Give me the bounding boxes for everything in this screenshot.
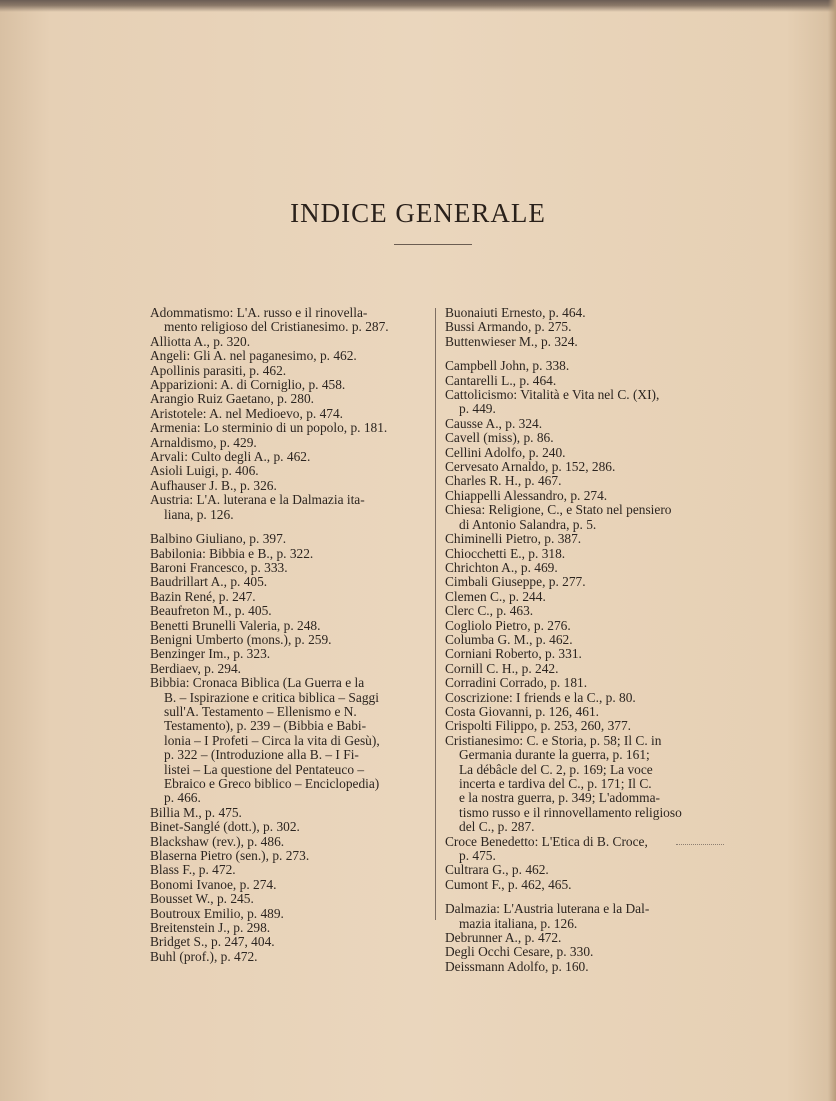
index-entry xyxy=(445,460,723,474)
index-entry-continuation: lonia – I Profeti – Circa la vita di Gesù), xyxy=(164,732,380,748)
index-entry-line: Blackshaw (rev.), p. 486. xyxy=(150,833,285,849)
index-entry xyxy=(445,902,723,931)
index-entry-line: Corniani Roberto, p. 331. xyxy=(445,646,582,662)
index-entry-line: Degli Occhi Cesare, p. 330. xyxy=(445,944,594,960)
index-entry xyxy=(445,960,723,974)
index-entry-line: Buonaiuti Ernesto, p. 464. xyxy=(445,305,586,320)
index-entry-line: Bussi Armando, p. 275. xyxy=(445,319,572,335)
index-column-left xyxy=(150,306,428,964)
index-entry-line: Arangio Ruiz Gaetano, p. 280. xyxy=(150,391,314,407)
index-entry-continuation: Testamento), p. 239 – (Bibbia e Babi- xyxy=(164,718,367,734)
index-entry-line: Coscrizione: I friends e la C., p. 80. xyxy=(445,689,636,705)
index-entry-line: Benigni Umberto (mons.), p. 259. xyxy=(150,631,332,647)
index-entry xyxy=(445,306,723,320)
index-entry-line: Chiappelli Alessandro, p. 274. xyxy=(445,487,608,503)
index-entry xyxy=(150,647,428,661)
index-entry xyxy=(150,349,428,363)
index-entry xyxy=(150,935,428,949)
index-entry xyxy=(150,421,428,435)
index-entry xyxy=(150,547,428,561)
index-entry-line: Buttenwieser M., p. 324. xyxy=(445,333,578,349)
index-entry xyxy=(445,590,723,604)
index-entry-continuation: e la nostra guerra, p. 349; L'adomma- xyxy=(459,790,660,806)
index-entry-line: Clemen C., p. 244. xyxy=(445,588,546,604)
index-entry-line: Crispolti Filippo, p. 253, 260, 377. xyxy=(445,718,631,734)
index-entry-line: Chrichton A., p. 469. xyxy=(445,559,558,575)
index-entry xyxy=(445,374,723,388)
index-entry xyxy=(445,619,723,633)
index-entry-continuation: p. 322 – (Introduzione alla B. – I Fi- xyxy=(164,747,359,763)
index-entry xyxy=(150,878,428,892)
index-entry xyxy=(150,561,428,575)
index-entry xyxy=(150,464,428,478)
index-entry xyxy=(150,619,428,633)
index-entry-line: Cervesato Arnaldo, p. 152, 286. xyxy=(445,459,616,475)
index-entry-line: Aristotele: A. nel Medioevo, p. 474. xyxy=(150,405,344,421)
index-entry-line: Armenia: Lo sterminio di un popolo, p. 181. xyxy=(150,420,388,436)
index-entry-line: Blass F., p. 472. xyxy=(150,862,236,878)
index-entry xyxy=(445,633,723,647)
index-entry-line: Campbell John, p. 338. xyxy=(445,358,570,374)
index-entry xyxy=(445,359,723,373)
index-entry-line: Cultrara G., p. 462. xyxy=(445,862,549,878)
index-entry xyxy=(445,604,723,618)
index-entry-continuation: mento religioso del Cristianesimo. p. 287. xyxy=(164,319,389,335)
ornament-mark xyxy=(676,844,724,848)
index-entry xyxy=(445,561,723,575)
index-entry-line: Dalmazia: L'Austria luterana e la Dal- xyxy=(445,901,650,917)
index-entry-line: Billia M., p. 475. xyxy=(150,804,242,820)
index-entry-line: Asioli Luigi, p. 406. xyxy=(150,463,259,479)
index-entry xyxy=(150,335,428,349)
index-entry xyxy=(445,547,723,561)
index-entry xyxy=(445,417,723,431)
index-entry-line: Clerc C., p. 463. xyxy=(445,603,534,619)
index-entry xyxy=(150,364,428,378)
index-entry xyxy=(445,489,723,503)
index-entry xyxy=(445,503,723,532)
index-entry-line: Chiminelli Pietro, p. 387. xyxy=(445,531,582,547)
index-entry-line: Aufhauser J. B., p. 326. xyxy=(150,477,277,493)
index-entry-line: Balbino Giuliano, p. 397. xyxy=(150,531,287,547)
index-entry-line: Angeli: Gli A. nel paganesimo, p. 462. xyxy=(150,348,357,364)
page-right-edge xyxy=(828,0,836,1101)
index-entry-line: Benetti Brunelli Valeria, p. 248. xyxy=(150,617,321,633)
index-entry-line: Charles R. H., p. 467. xyxy=(445,473,562,489)
index-entry-line: Binet-Sanglé (dott.), p. 302. xyxy=(150,819,300,835)
index-entry xyxy=(150,892,428,906)
index-entry-line: Breitenstein J., p. 298. xyxy=(150,920,271,936)
index-entry-line: Arvali: Culto degli A., p. 462. xyxy=(150,449,311,465)
index-entry-continuation: sull'A. Testamento – Ellenismo e N. xyxy=(164,703,357,719)
index-entry xyxy=(150,806,428,820)
index-entry-continuation: p. 449. xyxy=(459,401,496,417)
index-entry-line: Croce Benedetto: L'Etica di B. Croce, xyxy=(445,833,648,849)
index-entry-continuation: tismo russo e il rinnovellamento religioso xyxy=(459,804,682,820)
index-entry xyxy=(445,705,723,719)
index-entry-line: Baroni Francesco, p. 333. xyxy=(150,559,288,575)
index-entry-continuation: di Antonio Salandra, p. 5. xyxy=(459,516,597,532)
index-entry-line: Apparizioni: A. di Corniglio, p. 458. xyxy=(150,377,346,393)
index-entry-line: Corradini Corrado, p. 181. xyxy=(445,675,588,691)
index-entry xyxy=(150,820,428,834)
index-entry xyxy=(150,921,428,935)
index-entry-line: Chiocchetti E., p. 318. xyxy=(445,545,566,561)
index-entry-line: Cristianesimo: C. e Storia, p. 58; Il C. in xyxy=(445,732,662,748)
index-entry-continuation: p. 466. xyxy=(164,790,201,806)
index-entry-continuation: del C., p. 287. xyxy=(459,819,535,835)
index-entry-line: Arnaldismo, p. 429. xyxy=(150,434,257,450)
index-entry xyxy=(445,446,723,460)
index-entry-continuation: La débâcle del C. 2, p. 169; La voce xyxy=(459,761,653,777)
index-entry xyxy=(445,320,723,334)
index-entry xyxy=(445,647,723,661)
index-entry xyxy=(445,575,723,589)
index-entry-line: Baudrillart A., p. 405. xyxy=(150,574,268,590)
index-entry xyxy=(150,835,428,849)
index-entry-line: Austria: L'A. luterana e la Dalmazia ita- xyxy=(150,492,365,508)
title-rule xyxy=(394,244,472,245)
index-entry-line: Columba G. M., p. 462. xyxy=(445,631,573,647)
index-entry xyxy=(150,604,428,618)
index-entry-continuation: liana, p. 126. xyxy=(164,506,234,522)
index-entry xyxy=(445,532,723,546)
page-title: INDICE GENERALE xyxy=(290,198,546,228)
index-entry xyxy=(150,493,428,522)
index-entry xyxy=(445,691,723,705)
index-entry xyxy=(445,474,723,488)
index-entry-line: Bousset W., p. 245. xyxy=(150,891,254,907)
index-entry-line: Adommatismo: L'A. russo e il rinovella- xyxy=(150,305,368,320)
index-entry xyxy=(150,407,428,421)
index-entry xyxy=(445,863,723,877)
index-entry xyxy=(445,945,723,959)
index-entry xyxy=(445,335,723,349)
index-entry-line: Babilonia: Bibbia e B., p. 322. xyxy=(150,545,314,561)
index-entry xyxy=(150,662,428,676)
index-entry-continuation: incerta e tardiva del C., p. 171; Il C. xyxy=(459,776,652,791)
column-divider xyxy=(435,308,436,920)
index-entry xyxy=(150,950,428,964)
index-entry-line: Costa Giovanni, p. 126, 461. xyxy=(445,703,599,719)
index-entry-line: Debrunner A., p. 472. xyxy=(445,930,562,946)
page-top-edge xyxy=(0,0,836,12)
index-entry-line: Beaufreton M., p. 405. xyxy=(150,603,272,619)
index-entry-line: Cantarelli L., p. 464. xyxy=(445,372,557,388)
index-entry xyxy=(445,878,723,892)
index-entry-line: Bonomi Ivanoe, p. 274. xyxy=(150,876,277,892)
index-entry xyxy=(150,849,428,863)
index-entry xyxy=(150,532,428,546)
index-entry-continuation: Ebraico e Greco biblico – Enciclopedia) xyxy=(164,776,380,791)
index-entry-line: Deissmann Adolfo, p. 160. xyxy=(445,958,589,974)
index-entry-line: Berdiaev, p. 294. xyxy=(150,660,241,676)
index-entry xyxy=(150,392,428,406)
index-entry-line: Cavell (miss), p. 86. xyxy=(445,430,554,446)
index-entry xyxy=(150,450,428,464)
index-entry-line: Blaserna Pietro (sen.), p. 273. xyxy=(150,848,310,864)
index-entry xyxy=(445,676,723,690)
index-entry-line: Alliotta A., p. 320. xyxy=(150,333,251,349)
index-entry-line: Cogliolo Pietro, p. 276. xyxy=(445,617,571,633)
index-entry-continuation: p. 475. xyxy=(459,848,496,864)
index-entry-line: Boutroux Emilio, p. 489. xyxy=(150,905,284,921)
index-entry-line: Cumont F., p. 462, 465. xyxy=(445,876,572,892)
index-entry xyxy=(150,907,428,921)
index-entry xyxy=(150,306,428,335)
index-entry-line: Cattolicismo: Vitalità e Vita nel C. (XI), xyxy=(445,387,660,403)
index-entry xyxy=(150,479,428,493)
index-entry-line: Causse A., p. 324. xyxy=(445,415,543,431)
index-entry-line: Cimbali Giuseppe, p. 277. xyxy=(445,574,586,590)
index-entry-line: Bazin René, p. 247. xyxy=(150,588,256,604)
index-entry-line: Apollinis parasiti, p. 462. xyxy=(150,362,287,378)
index-entry xyxy=(445,662,723,676)
index-entry xyxy=(445,835,723,864)
index-entry xyxy=(445,719,723,733)
index-entry-line: Benzinger Im., p. 323. xyxy=(150,646,271,662)
index-entry xyxy=(150,590,428,604)
index-entry-continuation: listei – La questione del Pentateuco – xyxy=(164,761,365,777)
index-entry xyxy=(445,431,723,445)
index-column-right xyxy=(445,306,723,974)
index-entry-line: Chiesa: Religione, C., e Stato nel pensiero xyxy=(445,502,672,518)
index-entry-line: Cellini Adolfo, p. 240. xyxy=(445,444,566,460)
index-entry-continuation: B. – Ispirazione e critica biblica – Saggi xyxy=(164,689,379,705)
index-entry xyxy=(445,388,723,417)
index-entry-line: Cornill C. H., p. 242. xyxy=(445,660,559,676)
index-entry xyxy=(150,676,428,806)
index-entry-line: Bibbia: Cronaca Biblica (La Guerra e la xyxy=(150,675,365,691)
index-entry xyxy=(445,734,723,835)
index-entry-continuation: Germania durante la guerra, p. 161; xyxy=(459,747,650,763)
index-entry-line: Buhl (prof.), p. 472. xyxy=(150,948,258,964)
index-entry xyxy=(150,633,428,647)
index-entry-continuation: mazia italiana, p. 126. xyxy=(459,915,578,931)
index-entry xyxy=(445,931,723,945)
index-entry-line: Bridget S., p. 247, 404. xyxy=(150,934,275,950)
index-entry xyxy=(150,863,428,877)
index-entry xyxy=(150,378,428,392)
index-entry xyxy=(150,575,428,589)
index-entry xyxy=(150,436,428,450)
